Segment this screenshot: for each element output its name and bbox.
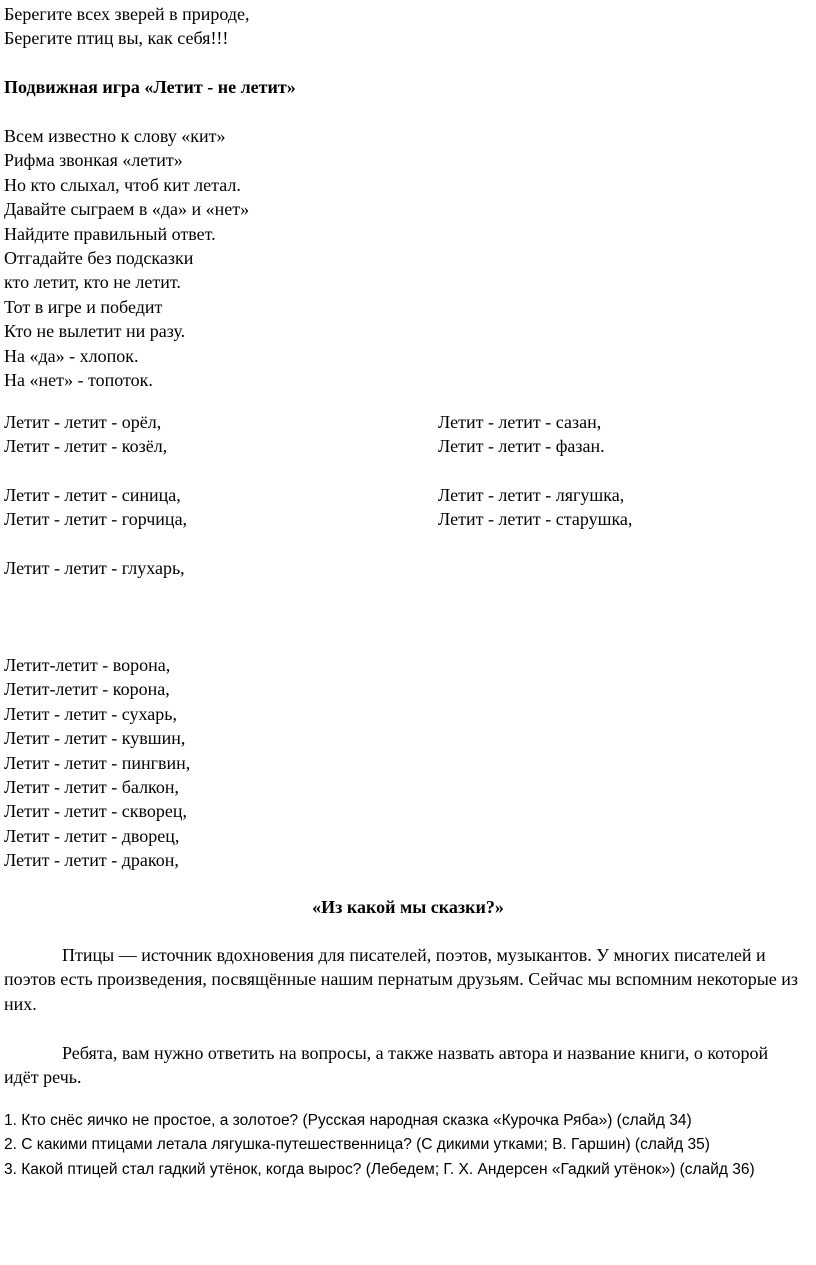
question-item: 1. Кто снёс яичко не простое, а золотое? (Русская народная сказка «Курочка Ряба») (слайд 34) <box>4 1112 692 1129</box>
game-line: Летит-летит - корона, <box>4 679 170 700</box>
game-line: Летит - летит - пингвин, <box>4 752 191 773</box>
game-line: Летит - летит - кувшин, <box>4 728 186 749</box>
poem-line: Тот в игре и победит <box>4 296 163 317</box>
pairs-group2-left <box>4 483 187 532</box>
game-line: Летит - летит - горчица, <box>4 509 188 530</box>
poem-line: На «да» - хлопок. <box>4 345 139 366</box>
paragraph-instructions: Ребята, вам нужно ответить на вопросы, а также назвать автора и название книги, о которой идёт речь. <box>4 1043 769 1088</box>
poem-line: Найдите правильный ответ. <box>4 223 216 244</box>
intro-lines <box>4 2 250 51</box>
game-line: Летит-летит - ворона, <box>4 655 171 675</box>
game-title: Подвижная игра «Летит - не летит» <box>4 77 296 97</box>
poem <box>4 124 249 392</box>
poem-line: Давайте сыграем в «да» и «нет» <box>4 199 250 220</box>
question-list <box>4 1109 804 1182</box>
question-item: 2. С какими птицами летала лягушка-путешественница? (С дикими утками; В. Гаршин) (слайд 35) <box>4 1136 710 1154</box>
game-list <box>4 653 190 873</box>
game-line: Летит - летит - сазан, <box>438 412 602 432</box>
paragraph-inspiration: Птицы — источник вдохновения для писателей, поэтов, музыкантов. У многих писателей и поэтов есть произведения, посвящённые нашим пернатым друзьям. Сейчас мы вспомним некоторые из них. <box>4 945 799 1014</box>
poem-line: кто летит, кто не летит. <box>4 272 181 293</box>
pairs-group2-right <box>438 483 632 532</box>
intro-line: Берегите всех зверей в природе, <box>4 4 250 24</box>
game-line: Летит - летит - фазан. <box>438 436 605 457</box>
game-line: Летит - летит - лягушка, <box>438 485 625 505</box>
game-line: Летит - летит - скворец, <box>4 801 187 822</box>
pairs-group1-right <box>438 410 605 459</box>
pairs-group1-left <box>4 410 167 459</box>
game-line: Летит - летит - сухарь, <box>4 703 177 724</box>
game-line: Летит - летит - орёл, <box>4 412 162 432</box>
game-line: Летит - летит - дворец, <box>4 825 180 846</box>
poem-line: Рифма звонкая «летит» <box>4 150 183 171</box>
game-line: Летит - летит - козёл, <box>4 436 168 457</box>
game-line: Летит - летит - балкон, <box>4 777 180 798</box>
poem-line: Всем известно к слову «кит» <box>4 126 226 146</box>
game-line: Летит - летит - дракон, <box>4 850 179 871</box>
game-line: Летит - летит - синица, <box>4 485 181 505</box>
question-item: 3. Какой птицей стал гадкий утёнок, когда вырос? (Лебедем; Г. Х. Андерсен «Гадкий утёнок») (слайд 36) <box>4 1160 755 1178</box>
intro-line: Берегите птиц вы, как себя!!! <box>4 28 229 49</box>
poem-line: Отгадайте без подсказки <box>4 248 194 269</box>
poem-line: Но кто слыхал, чтоб кит летал. <box>4 174 241 195</box>
game-line: Летит - летит - старушка, <box>438 509 633 530</box>
quiz-title: «Из какой мы сказки?» <box>312 897 504 917</box>
poem-line: Кто не вылетит ни разу. <box>4 321 186 342</box>
poem-line: На «нет» - топоток. <box>4 370 153 391</box>
single-game-line: Летит - летит - глухарь, <box>4 558 185 578</box>
